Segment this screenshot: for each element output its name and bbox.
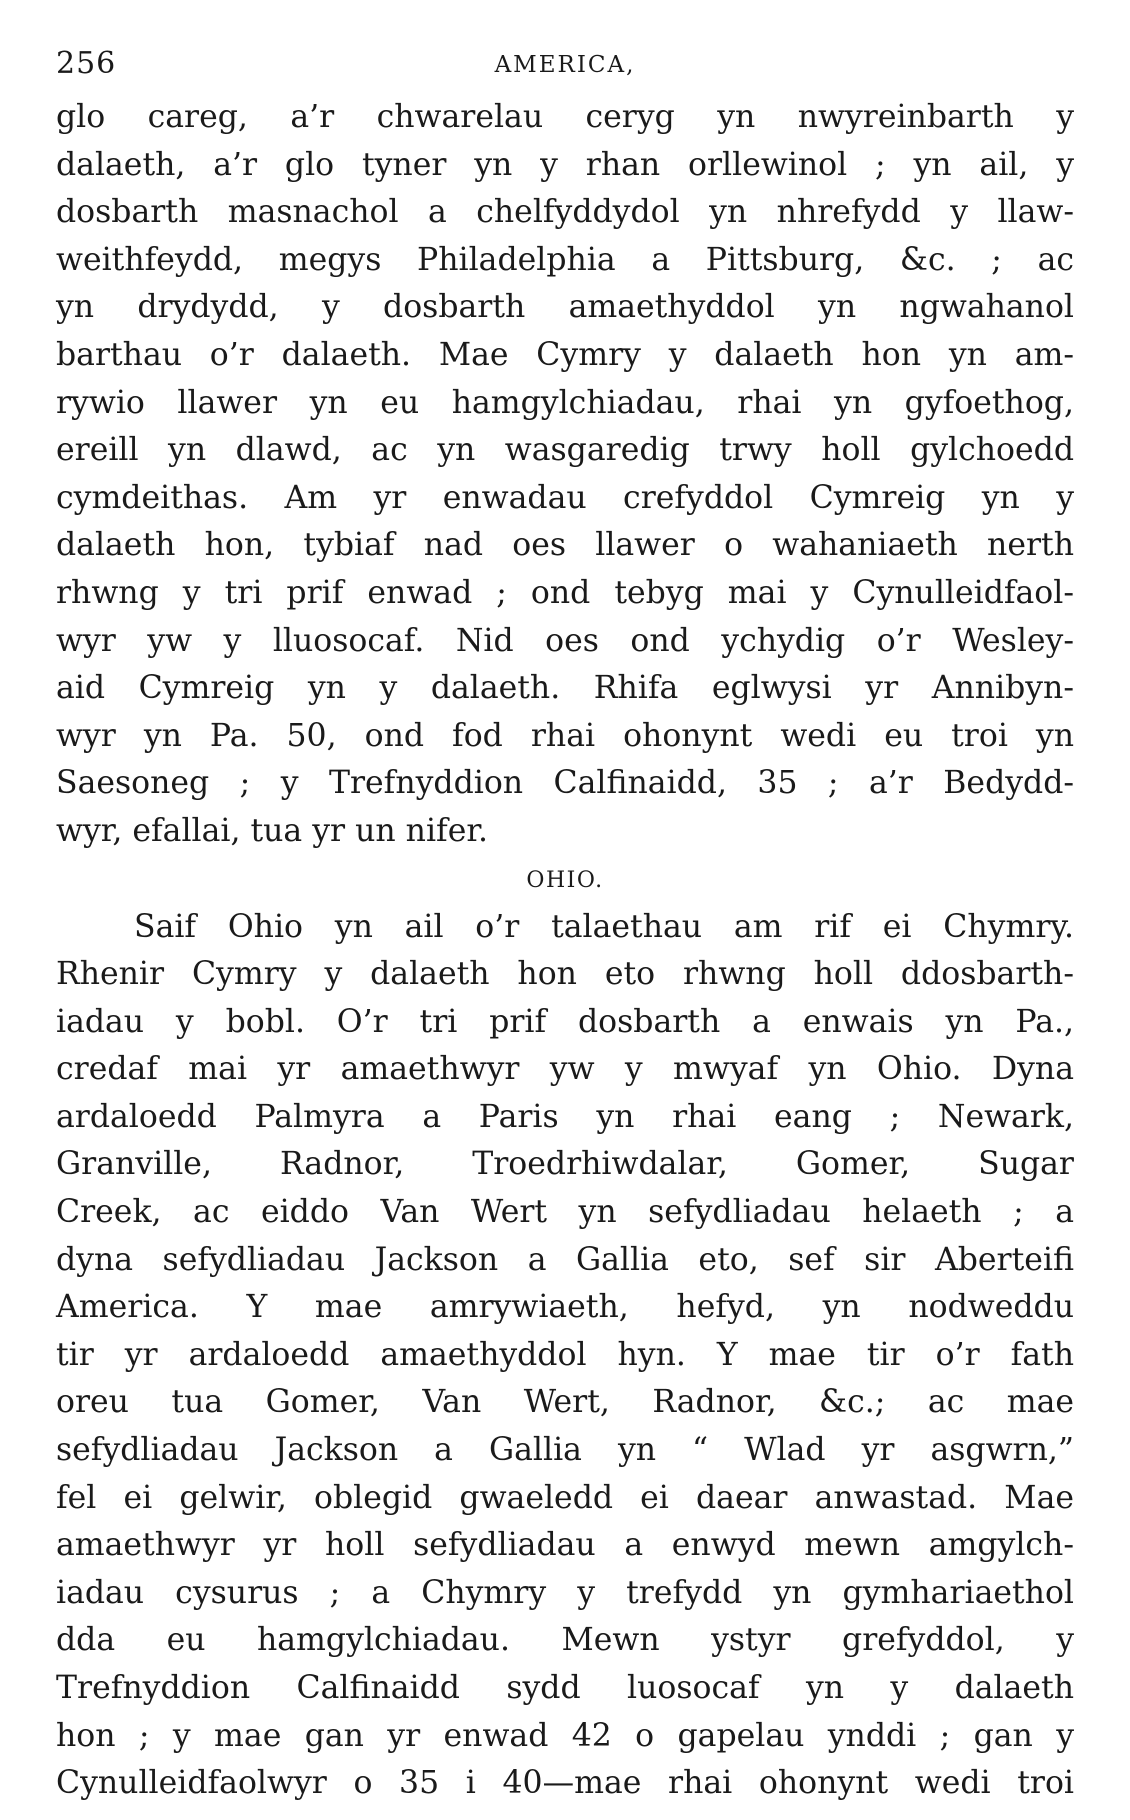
text-line: iadau cysurus ; a Chymry y trefydd yn gymhariaethol bbox=[56, 1574, 1074, 1611]
section-heading: OHIO. bbox=[526, 867, 604, 893]
text-line: rywio llawer yn eu hamgylchiadau, rhai yn gyfoethog, bbox=[56, 384, 1074, 421]
running-title: AMERICA, bbox=[494, 52, 636, 78]
text-line: barthau o’r dalaeth. Mae Cymry y dalaeth hon yn am- bbox=[56, 336, 1074, 373]
text-line: tir yr ardaloedd amaethyddol hyn. Y mae tir o’r fath bbox=[56, 1336, 1074, 1373]
text-line: Cynulleidfaolwyr o 35 i 40—mae rhai ohonynt wedi troi bbox=[56, 1765, 1074, 1802]
text-line: wyr yw y lluosocaf. Nid oes ond ychydig o’r Wesley- bbox=[56, 622, 1074, 659]
text-line: Rhenir Cymry y dalaeth hon eto rhwng holl ddosbarth- bbox=[56, 956, 1074, 993]
text-line: America. Y mae amrywiaeth, hefyd, yn nodweddu bbox=[56, 1289, 1074, 1326]
text-line: Saesoneg ; y Trefnyddion Calfinaidd, 35 ; a’r Bedydd- bbox=[56, 765, 1074, 802]
text-line: wyr yn Pa. 50, ond fod rhai ohonynt wedi eu troi yn bbox=[56, 717, 1074, 754]
text-line: Trefnyddion Calfinaidd sydd luosocaf yn y dalaeth bbox=[56, 1670, 1074, 1706]
paragraph-ohio bbox=[56, 904, 1074, 1808]
text-line: ereill yn dlawd, ac yn wasgaredig trwy holl gylchoedd bbox=[56, 432, 1074, 469]
text-line: dyna sefydliadau Jackson a Gallia eto, sef sir Aberteifi bbox=[56, 1241, 1074, 1278]
text-line: iadau y bobl. O’r tri prif dosbarth a enwais yn Pa., bbox=[56, 1003, 1074, 1040]
text-line: fel ei gelwir, oblegid gwaeledd ei daear anwastad. Mae bbox=[56, 1479, 1074, 1516]
body-text bbox=[56, 94, 1074, 1808]
text-line: Saif Ohio yn ail o’r talaethau am rif ei Chymry. bbox=[134, 908, 1074, 945]
text-line: sefydliadau Jackson a Gallia yn “ Wlad yr asgwrn,” bbox=[56, 1432, 1074, 1469]
text-line: dalaeth hon, tybiaf nad oes llawer o wahaniaeth nerth bbox=[56, 527, 1074, 564]
text-line: dda eu hamgylchiadau. Mewn ystyr grefyddol, y bbox=[56, 1622, 1074, 1659]
text-line: Granville, Radnor, Troedrhiwdalar, Gomer, Sugar bbox=[56, 1146, 1074, 1183]
text-line: oreu tua Gomer, Van Wert, Radnor, &c.; ac mae bbox=[56, 1384, 1074, 1421]
text-line: yn drydydd, y dosbarth amaethyddol yn ngwahanol bbox=[56, 289, 1074, 326]
book-page bbox=[56, 44, 1074, 1808]
paragraph-continued bbox=[56, 94, 1074, 856]
text-line: amaethwyr yr holl sefydliadau a enwyd mewn amgylch- bbox=[56, 1527, 1074, 1564]
text-line: aid Cymreig yn y dalaeth. Rhifa eglwysi yr Annibyn- bbox=[56, 670, 1074, 707]
text-line: hon ; y mae gan yr enwad 42 o gapelau ynddi ; gan y bbox=[56, 1717, 1074, 1754]
text-line: weithfeydd, megys Philadelphia a Pittsburg, &c. ; ac bbox=[56, 241, 1074, 278]
text-line: ardaloedd Palmyra a Paris yn rhai eang ; Newark, bbox=[56, 1098, 1074, 1135]
text-line: glo careg, a’r chwarelau ceryg yn nwyreinbarth y bbox=[56, 99, 1074, 135]
page-number: 256 bbox=[56, 46, 117, 81]
text-line: cymdeithas. Am yr enwadau crefyddol Cymreig yn y bbox=[56, 479, 1074, 516]
text-line: rhwng y tri prif enwad ; ond tebyg mai y Cynulleidfaol- bbox=[56, 574, 1074, 611]
text-line: Creek, ac eiddo Van Wert yn sefydliadau helaeth ; a bbox=[56, 1194, 1074, 1231]
text-line: dosbarth masnachol a chelfyddydol yn nhrefydd y llaw- bbox=[56, 194, 1074, 231]
text-line: wyr, efallai, tua yr un nifer. bbox=[56, 812, 488, 849]
running-head bbox=[56, 44, 1074, 94]
text-line: credaf mai yr amaethwyr yw y mwyaf yn Ohio. Dyna bbox=[56, 1051, 1074, 1088]
text-line: dalaeth, a’r glo tyner yn y rhan orllewinol ; yn ail, y bbox=[56, 146, 1074, 183]
